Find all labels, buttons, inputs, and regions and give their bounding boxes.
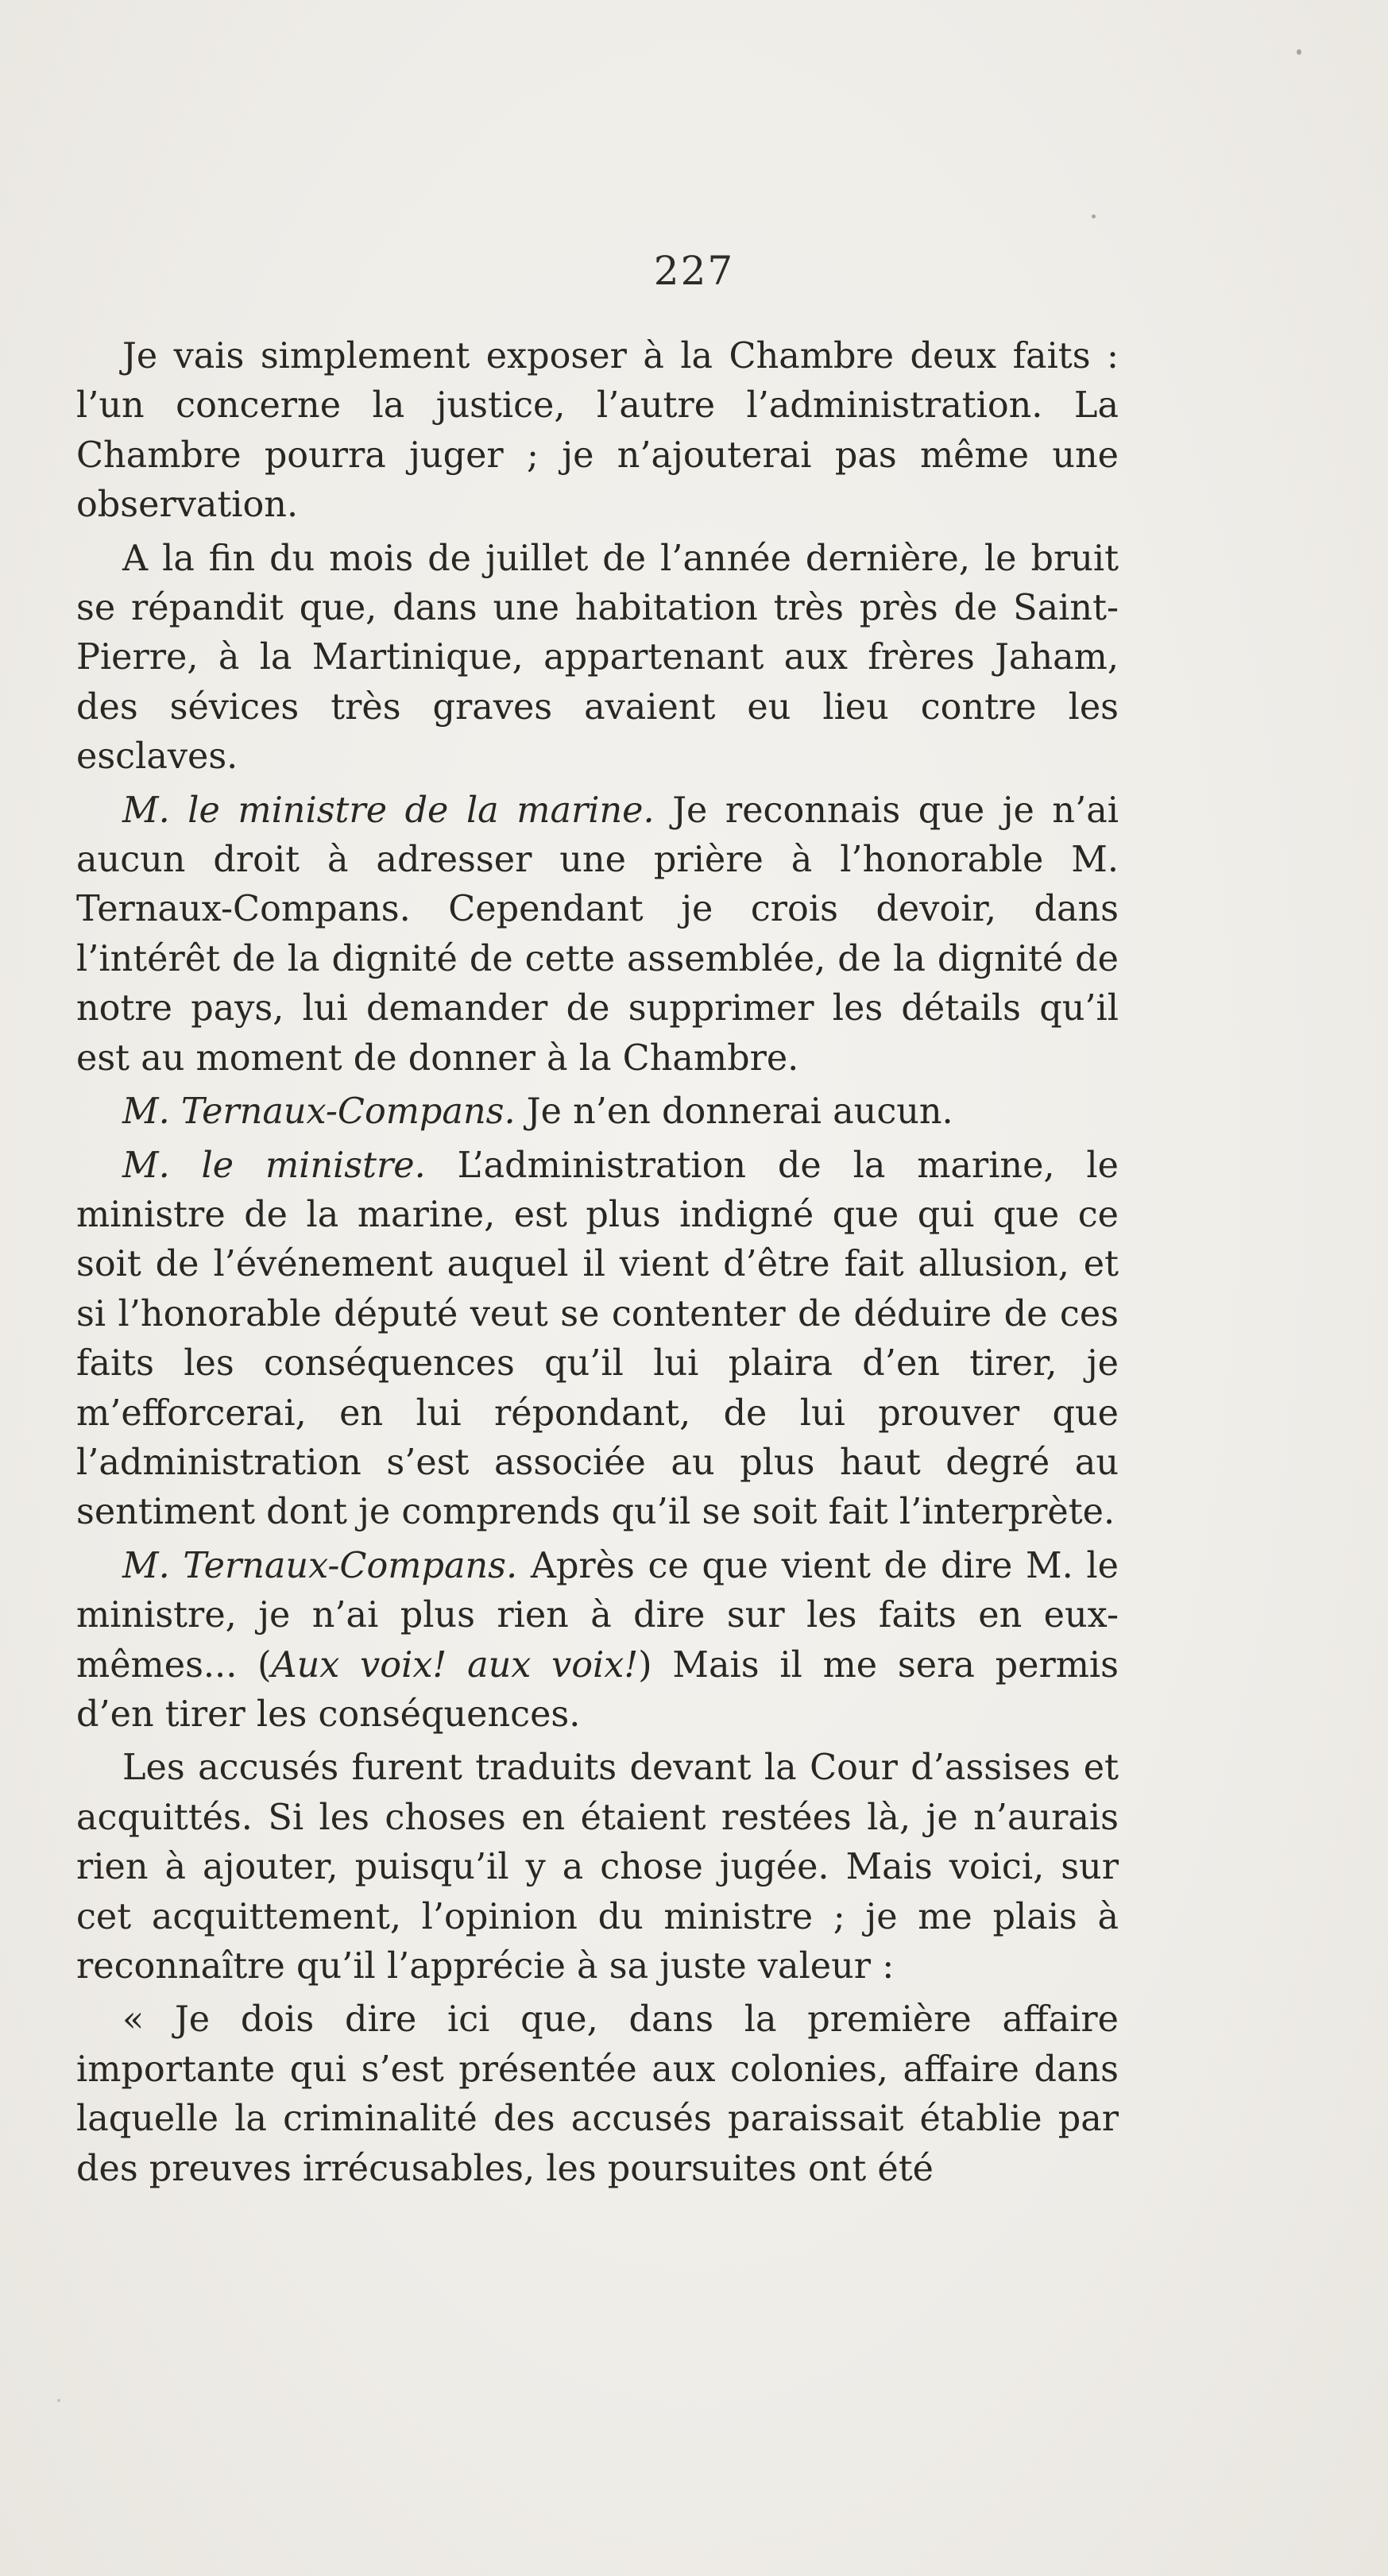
paragraph-1: [76, 332, 1119, 531]
page-number: 227: [653, 248, 735, 294]
paper-speck: [1297, 49, 1301, 55]
paragraph-text: ) Mais il me sera permis d’en tirer les conséquences.: [76, 1644, 1119, 1735]
paragraph-text: Après ce que vient de dire M. le ministre, je n’ai plus rien à dire sur les faits en eux-mêmes... (: [76, 1545, 1119, 1686]
paragraph-6: [76, 1542, 1119, 1740]
quotation-text: « Je dois dire ici que, dans la première affaire importante qui s’est présentée aux colonies, affaire dans laquelle la criminalité des accusés paraissait établie par des preuves irrécusables, les poursuites ont été: [76, 1999, 1119, 2189]
body-text: [76, 332, 1119, 2198]
paper-speck: [1092, 214, 1096, 218]
speaker-label: M. le ministre.: [122, 1145, 426, 1186]
speaker-label: M. Ternaux-Compans.: [122, 1091, 516, 1133]
interjection: Aux voix! aux voix!: [271, 1644, 639, 1686]
paragraph-5: [76, 1141, 1119, 1538]
paragraph-text: Les accusés furent traduits devant la Cour d’assises et acquittés. Si les choses en étaient restées là, je n’aurais rien à ajouter, puisqu’il y a chose jugée. Mais voici, sur cet acquittement, l’opinion du ministre ; je me plais à reconnaître qu’il l’apprécie à sa juste valeur :: [76, 1748, 1119, 1987]
paragraph-7: [76, 1744, 1119, 1991]
paragraph-text: Je reconnais que je n’ai aucun droit à adresser une prière à l’honorable M. Ternaux-Compans. Cependant je crois devoir, dans l’intérêt de la dignité de cette assemblée, de la dignité de notre pays, lui demander de supprimer les détails qu’il est au moment de donner à la Chambre.: [76, 790, 1119, 1079]
paragraph-3: [76, 786, 1119, 1083]
paragraph-text: L’administration de la marine, le ministre de la marine, est plus indigné que qui que ce soit de l’événement auquel il vient d’être fait allusion, et si l’honorable député veut se contenter de déduire de ces faits les conséquences qu’il lui plaira d’en tirer, je m’efforcerai, en lui répondant, de lui prouver que l’administration s’est associée au plus haut degré au sentiment dont je comprends qu’il se soit fait l’interprète.: [76, 1145, 1119, 1533]
paragraph-text: Je n’en donnerai aucun.: [526, 1091, 953, 1133]
speaker-label: M. le ministre de la marine.: [122, 790, 655, 831]
paragraph-2: [76, 535, 1119, 782]
speaker-label: M. Ternaux-Compans.: [122, 1545, 518, 1586]
paragraph-text: Je vais simplement exposer à la Chambre deux faits : l’un concerne la justice, l’autre l’administration. La Chambre pourra juger ; je n’ajouterai pas même une observation.: [76, 336, 1119, 526]
paper-speck: [57, 2399, 60, 2402]
paragraph-4: [76, 1087, 1119, 1137]
paragraph-8: [76, 1995, 1119, 2194]
paragraph-text: A la fin du mois de juillet de l’année dernière, le bruit se répandit que, dans une habitation très près de Saint-Pierre, à la Martinique, appartenant aux frères Jaham, des sévices très graves avaient eu lieu contre les esclaves.: [76, 538, 1119, 778]
